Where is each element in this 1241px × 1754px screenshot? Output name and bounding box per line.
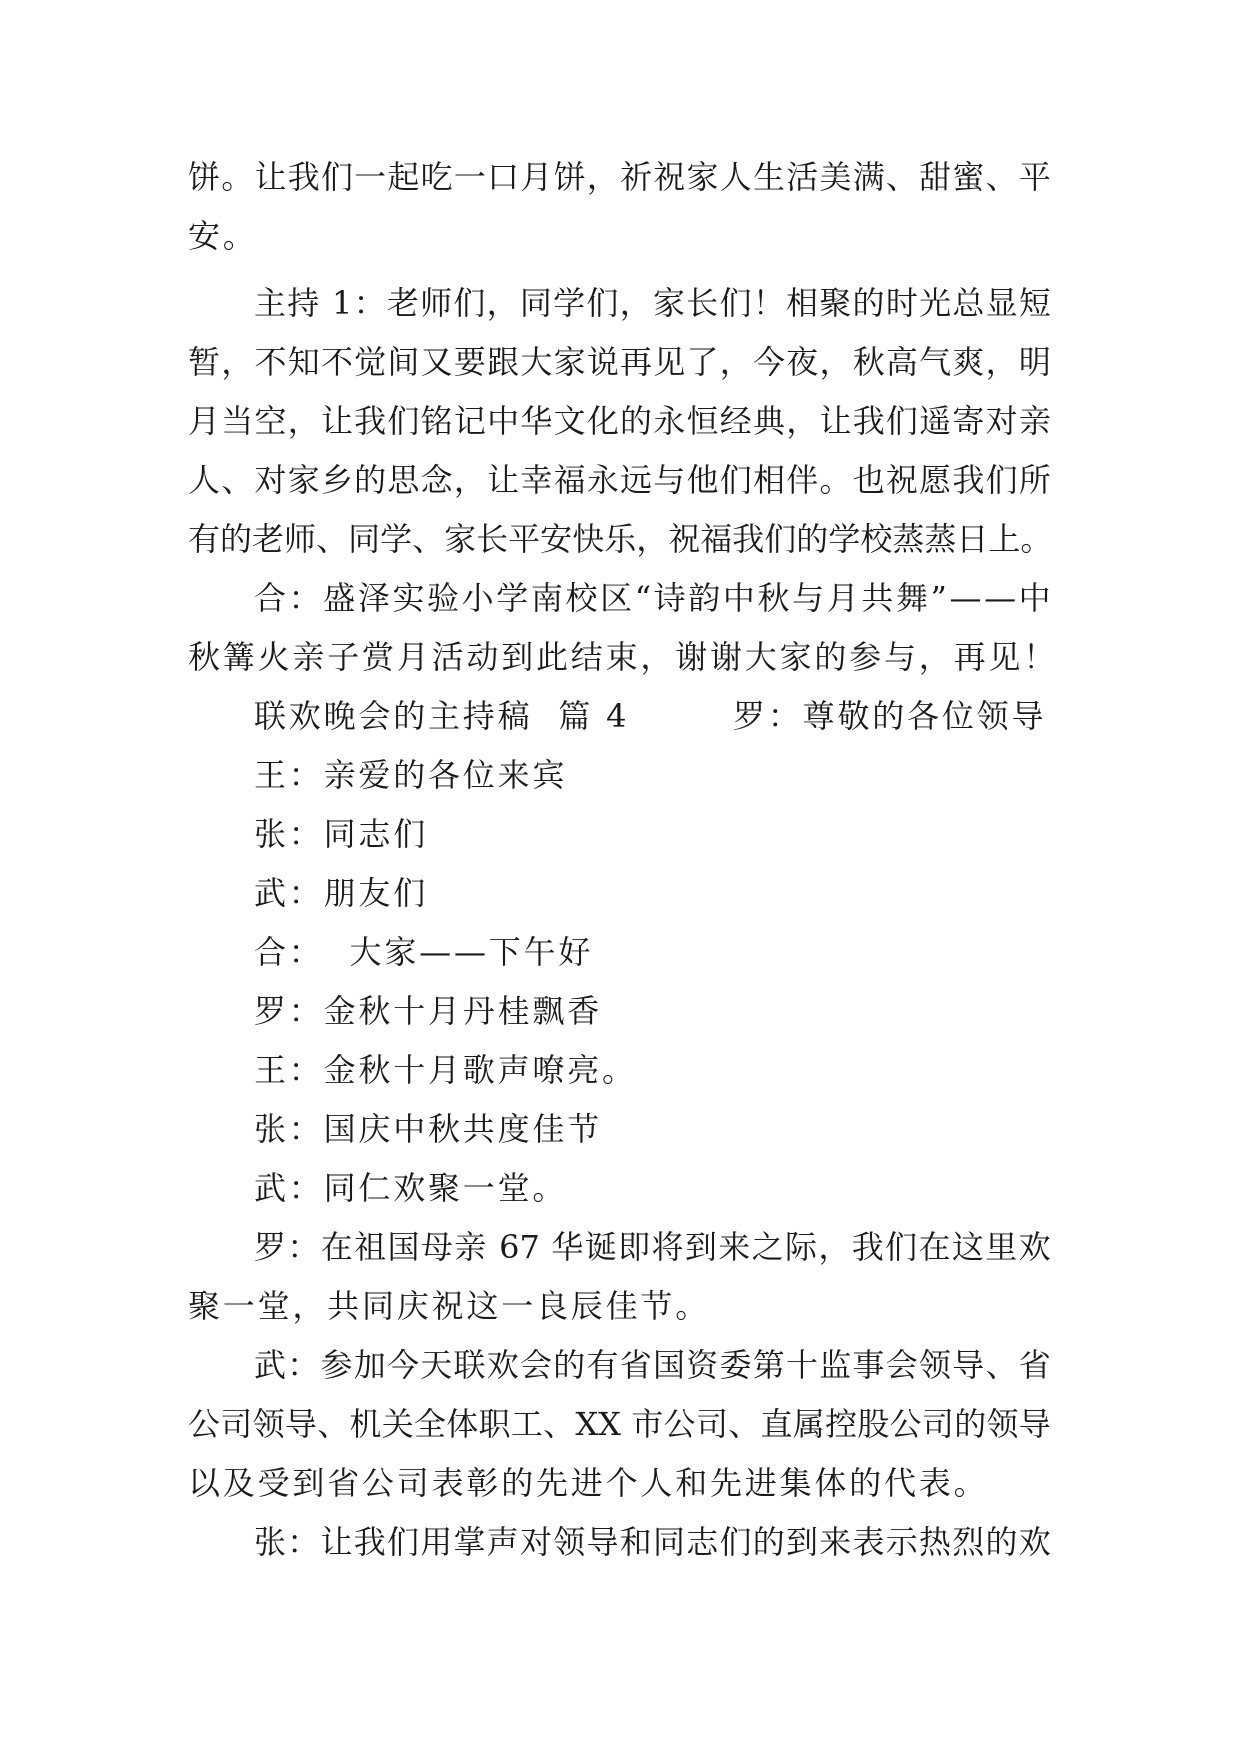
dialogue-line: 武：同仁欢聚一堂。 — [254, 1169, 568, 1207]
dialogue-line: 张：国庆中秋共度佳节 — [254, 1110, 603, 1148]
paragraph-line: 秋篝火亲子赏月活动到此结束，谢谢大家的参与，再见！ — [188, 638, 1059, 676]
paragraph-line: 人 、 对 家 乡 的 思 念 ， 让 幸 福 永 远 与 他 们 相 伴 。 也 祝 愿 我 们 所 — [188, 461, 1051, 499]
dialogue-line: 武 ： 参 加 今 天 联 欢 会 的 有 省 国 资 委 第 十 监 事 会 领 导 、 省 — [254, 1346, 1051, 1384]
paragraph-line: 公 司 领 导 、 机 关 全 体 职 工 、 XX 市 公 司 、 直 属 控 股 公 司 的 领 导 — [188, 1405, 1051, 1443]
paragraph-line: 合 ： 盛 泽 实 验 小 学 南 校 区 “ 诗 韵 中 秋 与 月 共 舞 ” — — 中 — [254, 579, 1051, 617]
dialogue-line: 王：亲爱的各位来宾 — [254, 756, 568, 794]
section-heading-line: 联欢晚会的主持稿 篇 4 罗：尊敬的各位领导 — [254, 697, 1047, 735]
paragraph-line: 主 持 1 ： 老 师 们 ， 同 学 们 ， 家 长 们 ！ 相 聚 的 时 光 总 显 短 — [254, 284, 1051, 322]
dialogue-line: 张 ： 让 我 们 用 掌 声 对 领 导 和 同 志 们 的 到 来 表 示 热 烈 的 欢 — [254, 1523, 1051, 1561]
paragraph-line: 安。 — [188, 217, 258, 255]
paragraph-line: 暂 ， 不 知 不 觉 间 又 要 跟 大 家 说 再 见 了 ， 今 夜 ， 秋 高 气 爽 ， 明 — [188, 343, 1051, 381]
dialogue-line: 王：金秋十月歌声嘹亮。 — [254, 1051, 637, 1089]
dialogue-line: 罗：金秋十月丹桂飘香 — [254, 992, 603, 1030]
paragraph-line: 有 的 老 师 、 同 学 、 家 长 平 安 快 乐 ， 祝 福 我 们 的 学 校 蒸 蒸 日 上 。 — [188, 520, 1053, 558]
paragraph-line: 聚一堂，共同庆祝这一良辰佳节。 — [188, 1287, 711, 1325]
dialogue-line: 张：同志们 — [254, 815, 429, 853]
paragraph-line: 以及受到省公司表彰的先进个人和先进集体的代表。 — [188, 1464, 989, 1502]
paragraph-line: 饼 。 让 我 们 一 起 吃 一 口 月 饼 ， 祈 祝 家 人 生 活 美 满 、 甜 蜜 、 平 — [188, 158, 1051, 196]
dialogue-line: 罗 ： 在 祖 国 母 亲 67 华 诞 即 将 到 来 之 际 ， 我 们 在 这 里 欢 — [254, 1228, 1051, 1266]
dialogue-line: 武：朋友们 — [254, 874, 429, 912]
paragraph-line: 月 当 空 ， 让 我 们 铭 记 中 华 文 化 的 永 恒 经 典 ， 让 我 们 遥 寄 对 亲 — [188, 402, 1051, 440]
dialogue-line: 合： 大家——下午好 — [254, 933, 594, 971]
